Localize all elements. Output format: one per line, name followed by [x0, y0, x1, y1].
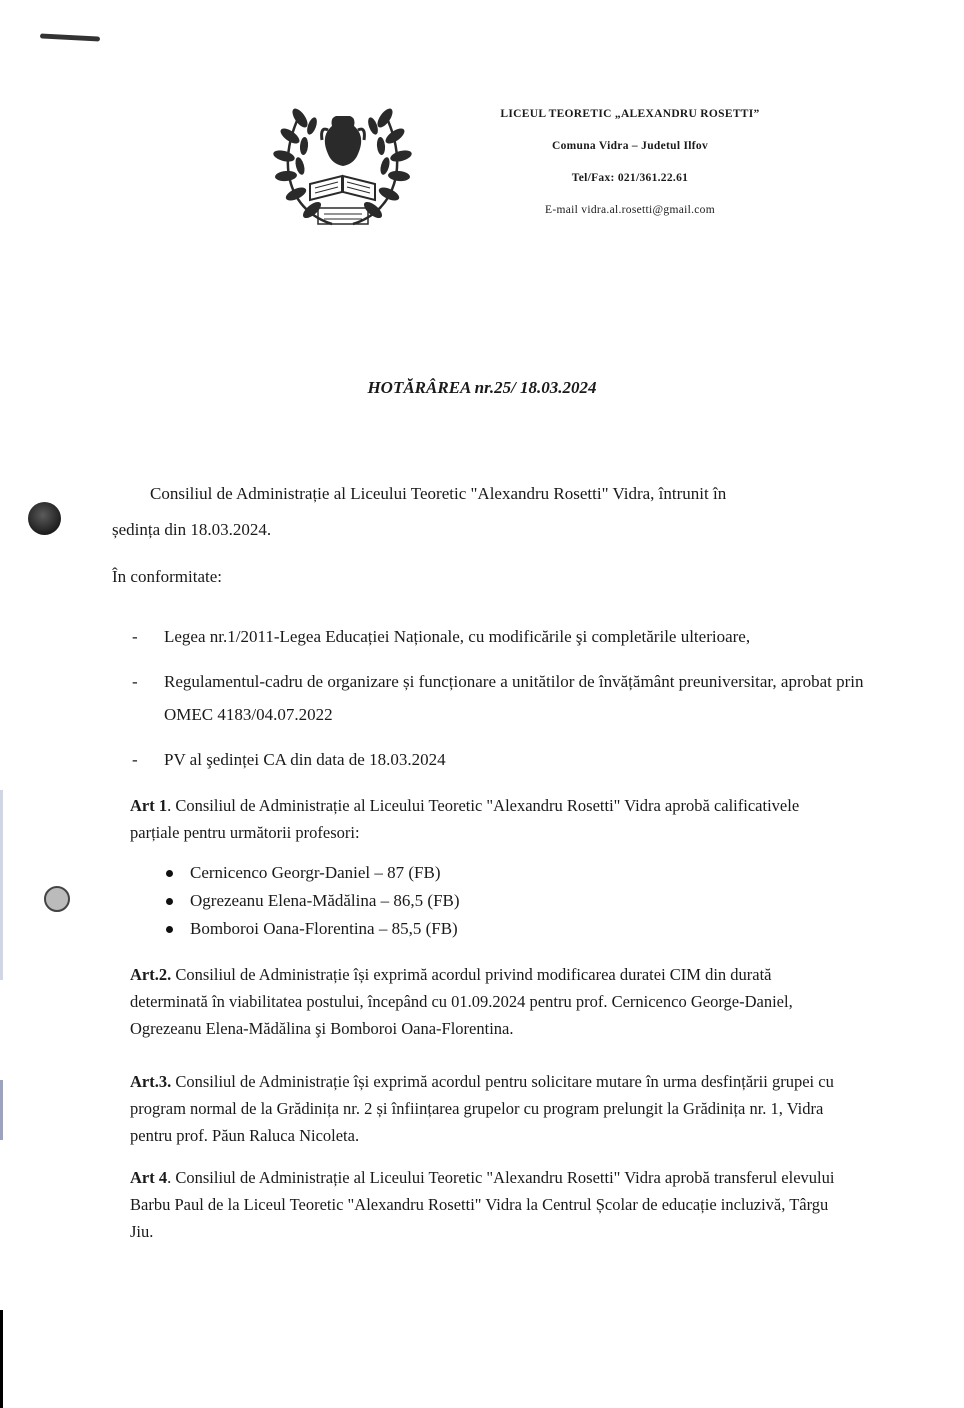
article-4	[130, 1164, 850, 1245]
grade-entry: Cernicenco Georgr-Daniel – 87 (FB)	[190, 863, 441, 882]
scan-edge-mark	[0, 1310, 3, 1408]
list-item	[160, 887, 460, 915]
conformity-label: În conformitate:	[112, 567, 222, 586]
article-text: Consiliul de Administrație își exprimă acordul privind modificarea duratei CIM din durată determinată în viabilitatea postului, începând cu 01.09.2024 pentru prof. Cernicenco George-Daniel, Ogrezeanu Elena-Mădălina şi Bomboroi Oana-Florentina.	[130, 965, 793, 1038]
letterhead	[430, 108, 830, 236]
intro-line-1: Consiliul de Administrație al Liceului Teoretic "Alexandru Rosetti" Vidra, întrunit în	[150, 484, 727, 503]
list-item	[160, 915, 460, 943]
legal-basis-list	[132, 620, 872, 788]
article-label: Art 1	[130, 796, 168, 815]
article-text: . Consiliul de Administrație al Liceului Teoretic "Alexandru Rosetti" Vidra aprobă transferul elevului Barbu Paul de la Liceul Teoretic "Alexandru Rosetti" Vidra la Centrul Școlar de educație incluzivă, Târgu Jiu.	[130, 1168, 835, 1241]
bullet-dot-icon	[166, 870, 173, 877]
legal-basis-text: Regulamentul-cadru de organizare și funcționare a unitătilor de învățământ preuniversitar, aprobat prin OMEC 4183/04.07.2022	[164, 672, 864, 724]
dash-marker: -	[132, 672, 138, 691]
document-title: HOTĂRÂREA nr.25/ 18.03.2024	[367, 378, 597, 397]
article-label: Art 4	[130, 1168, 168, 1187]
grades-list	[160, 859, 460, 943]
article-label: Art.3.	[130, 1072, 172, 1091]
school-address: Comuna Vidra – Judetul Ilfov	[551, 140, 708, 152]
school-logo-icon	[270, 96, 415, 236]
school-name: LICEUL TEORETIC „ALEXANDRU ROSETTI”	[500, 108, 760, 120]
article-text: . Consiliul de Administrație al Liceului Teoretic "Alexandru Rosetti" Vidra aprobă calificativele parțiale pentru următorii profesori:	[130, 796, 800, 842]
legal-basis-text: Legea nr.1/2011-Legea Educației Naționale, cu modificările şi completările ulterioare,	[164, 627, 751, 646]
article-label: Art.2.	[130, 965, 172, 984]
article-3	[130, 1068, 850, 1149]
dash-marker: -	[132, 750, 138, 769]
punch-hole-mark	[44, 886, 70, 912]
grade-entry: Bomboroi Oana-Florentina – 85,5 (FB)	[190, 919, 458, 938]
list-item	[132, 620, 872, 653]
bullet-dot-icon	[166, 898, 173, 905]
article-2	[130, 961, 850, 1042]
school-email: E-mail vidra.al.rosetti@gmail.com	[545, 204, 715, 216]
punch-hole-mark	[28, 502, 61, 535]
school-phone: Tel/Fax: 021/361.22.61	[571, 172, 689, 184]
scan-mark	[40, 33, 100, 41]
list-item	[132, 743, 872, 776]
scan-edge-mark	[0, 790, 3, 980]
article-1	[130, 792, 850, 846]
grade-entry: Ogrezeanu Elena-Mădălina – 86,5 (FB)	[190, 891, 460, 910]
dash-marker: -	[132, 627, 138, 646]
bullet-dot-icon	[166, 926, 173, 933]
intro-line-2: ședința din 18.03.2024.	[112, 520, 272, 539]
legal-basis-text: PV al şedinței CA din data de 18.03.2024	[164, 750, 446, 769]
article-text: Consiliul de Administrație își exprimă acordul pentru solicitare mutare în urma desfințării grupei cu program normal de la Grădinița nr. 2 și înființarea grupelor cu program prelungit la Grădinița nr. 1, Vidra pentru prof. Păun Raluca Nicoleta.	[130, 1072, 834, 1145]
list-item	[160, 859, 460, 887]
scan-edge-mark	[0, 1080, 3, 1140]
list-item	[132, 665, 872, 731]
